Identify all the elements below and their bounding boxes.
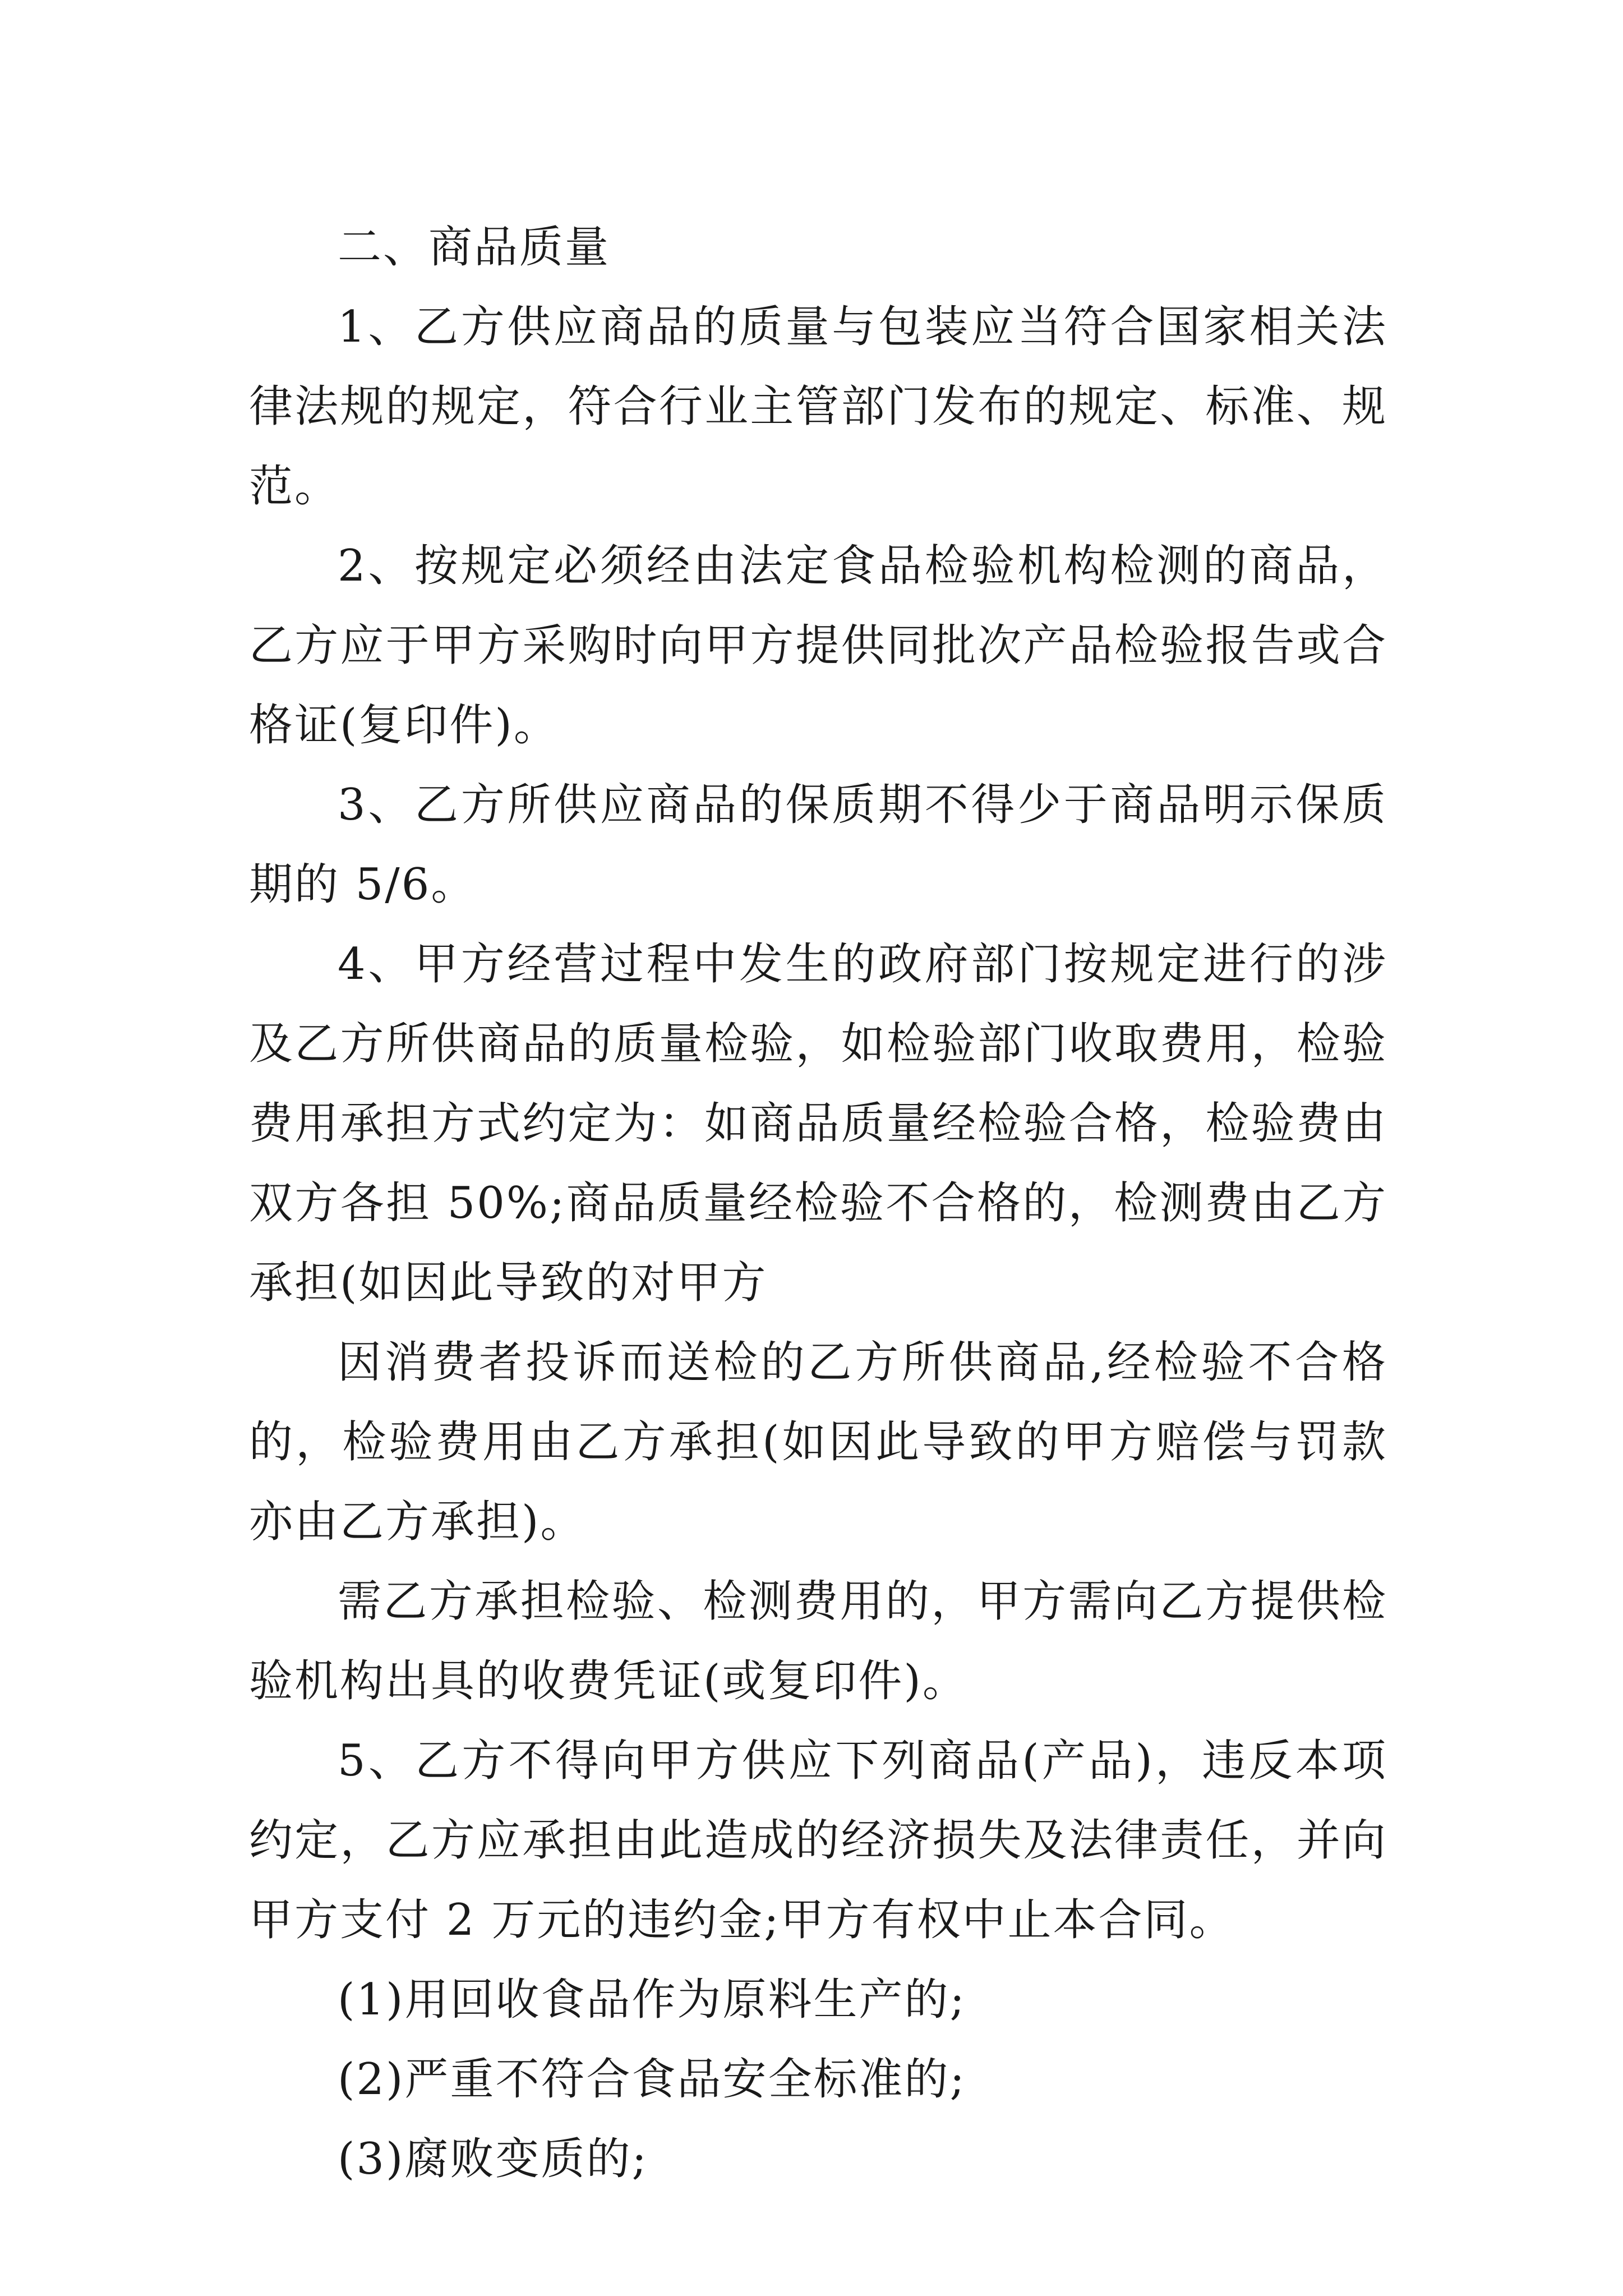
clause-5-item-3: (3)腐败变质的; (338, 2134, 648, 2184)
clause-5: 5、乙方不得向甲方供应下列商品(产品)，违反本项约定，乙方应承担由此造成的经济损失及法律责任，并向甲方支付 2 万元的违约金;甲方有权中止本合同。 (249, 1736, 1387, 1945)
clause-4-fee-voucher: 需乙方承担检验、检测费用的，甲方需向乙方提供检验机构出具的收费凭证(或复印件)。 (249, 1576, 1387, 1706)
clause-4: 4、甲方经营过程中发生的政府部门按规定进行的涉及乙方所供商品的质量检验，如检验部门收取费用，检验费用承担方式约定为：如商品质量经检验合格，检验费由双方各担 50%;商品质量经检验不合格的，检测费由乙方承担(如因此导致的对甲方 (249, 939, 1387, 1308)
clause-2: 2、按规定必须经由法定食品检验机构检测的商品，乙方应于甲方采购时向甲方提供同批次产品检验报告或合格证(复印件)。 (249, 541, 1387, 751)
clause-5-item-1: (1)用回收食品作为原料生产的; (338, 1975, 966, 2025)
clause-3: 3、乙方所供应商品的保质期不得少于商品明示保质期的 5/6。 (249, 780, 1387, 910)
clause-4-consumer-complaint: 因消费者投诉而送检的乙方所供商品,经检验不合格的，检验费用由乙方承担(如因此导致的甲方赔偿与罚款亦由乙方承担)。 (249, 1337, 1387, 1547)
section-heading: 二、商品质量 (338, 222, 611, 273)
clause-5-item-2: (2)严重不符合食品安全标准的; (338, 2054, 966, 2105)
clause-1: 1、乙方供应商品的质量与包装应当符合国家相关法律法规的规定，符合行业主管部门发布的规定、标准、规范。 (249, 302, 1387, 512)
document-body (249, 208, 1387, 2199)
